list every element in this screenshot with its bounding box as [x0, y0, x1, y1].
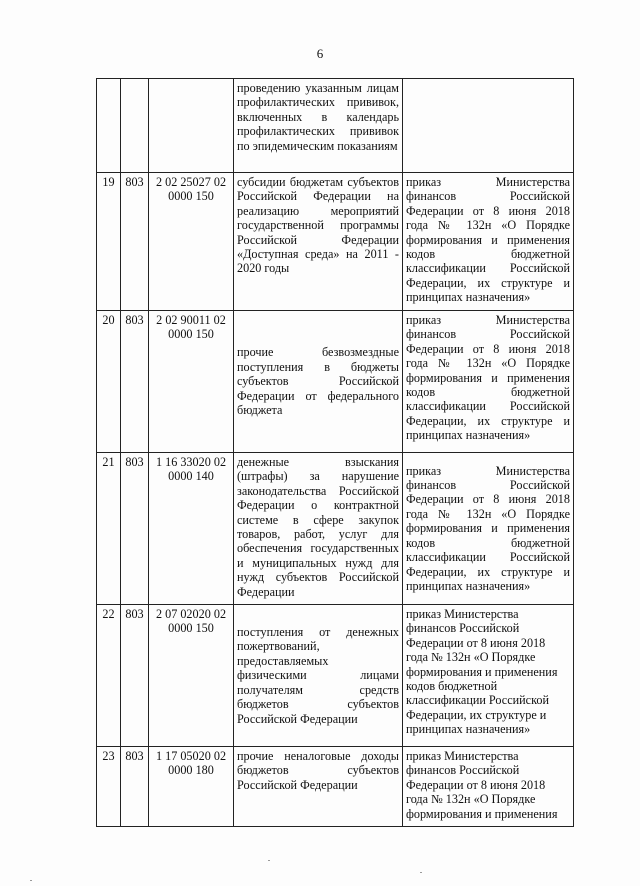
- legal-basis-cell: приказ Министерства финансов Российской Федерации от 8 июня 2018 года № 132н «О Порядке формирования и применения: [403, 747, 574, 827]
- description-cell: субсидии бюджетам субъектов Российской Федерации на реализацию мероприятий государственной программы Российской Федерации «Доступная среда» на 2011 - 2020 годы: [234, 173, 403, 311]
- scan-speck: [268, 860, 270, 861]
- row-number-cell: 21: [97, 453, 121, 605]
- admin-code-cell: 803: [121, 173, 149, 311]
- admin-code-cell: 803: [121, 311, 149, 453]
- legal-basis-cell: приказ Министерства финансов Российской Федерации от 8 июня 2018 года № 132н «О Порядке формирования и применения кодов бюджетной классификации Российской Федерации, их структуре и принципах назначения»: [403, 173, 574, 311]
- table-row: [97, 311, 574, 453]
- page-number: 6: [316, 46, 324, 61]
- description-cell: проведению указанным лицам профилактических прививок, включенных в календарь профилактических прививок по эпидемическим показаниям: [234, 79, 403, 173]
- revenue-codes-table: [96, 78, 574, 827]
- legal-basis-cell: [403, 79, 574, 173]
- description-cell: денежные взыскания (штрафы) за нарушение законодательства Российской Федерации о контрактной системе в сфере закупок товаров, работ, услуг для обеспечения государственных и муниципальных нужд для нужд субъектов Российской Федерации: [234, 453, 403, 605]
- admin-code-cell: 803: [121, 453, 149, 605]
- description-cell: прочие неналоговые доходы бюджетов субъектов Российской Федерации: [234, 747, 403, 827]
- legal-basis-cell: приказ Министерства финансов Российской Федерации от 8 июня 2018 года № 132н «О Порядке формирования и применения кодов бюджетной классификации Российской Федерации, их структуре и принципах назначения»: [403, 605, 574, 747]
- table-row: [97, 453, 574, 605]
- admin-code-cell: [121, 79, 149, 173]
- budget-code-cell: 2 02 25027 02 0000 150: [149, 173, 234, 311]
- budget-code-cell: 1 17 05020 02 0000 180: [149, 747, 234, 827]
- table-row: [97, 173, 574, 311]
- legal-basis-cell: приказ Министерства финансов Российской Федерации от 8 июня 2018 года № 132н «О Порядке формирования и применения кодов бюджетной классификации Российской Федерации, их структуре и принципах назначения»: [403, 311, 574, 453]
- scan-speck: [420, 872, 422, 873]
- table-row: [97, 79, 574, 173]
- admin-code-cell: 803: [121, 605, 149, 747]
- admin-code-cell: 803: [121, 747, 149, 827]
- row-number-cell: 23: [97, 747, 121, 827]
- budget-code-cell: 1 16 33020 02 0000 140: [149, 453, 234, 605]
- budget-code-cell: [149, 79, 234, 173]
- legal-basis-cell: приказ Министерства финансов Российской Федерации от 8 июня 2018 года № 132н «О Порядке формирования и применения кодов бюджетной классификации Российской Федерации, их структуре и принципах назначения»: [403, 453, 574, 605]
- budget-code-cell: 2 02 90011 02 0000 150: [149, 311, 234, 453]
- row-number-cell: [97, 79, 121, 173]
- table-row: [97, 605, 574, 747]
- scan-speck: [30, 880, 32, 881]
- budget-code-cell: 2 07 02020 02 0000 150: [149, 605, 234, 747]
- description-cell: поступления от денежных пожертвований, предоставляемых физическими лицами получателям средств бюджетов субъектов Российской Федерации: [234, 605, 403, 747]
- row-number-cell: 22: [97, 605, 121, 747]
- row-number-cell: 20: [97, 311, 121, 453]
- description-cell: прочие безвозмездные поступления в бюджеты субъектов Российской Федерации от федерального бюджета: [234, 311, 403, 453]
- table-row: [97, 747, 574, 827]
- row-number-cell: 19: [97, 173, 121, 311]
